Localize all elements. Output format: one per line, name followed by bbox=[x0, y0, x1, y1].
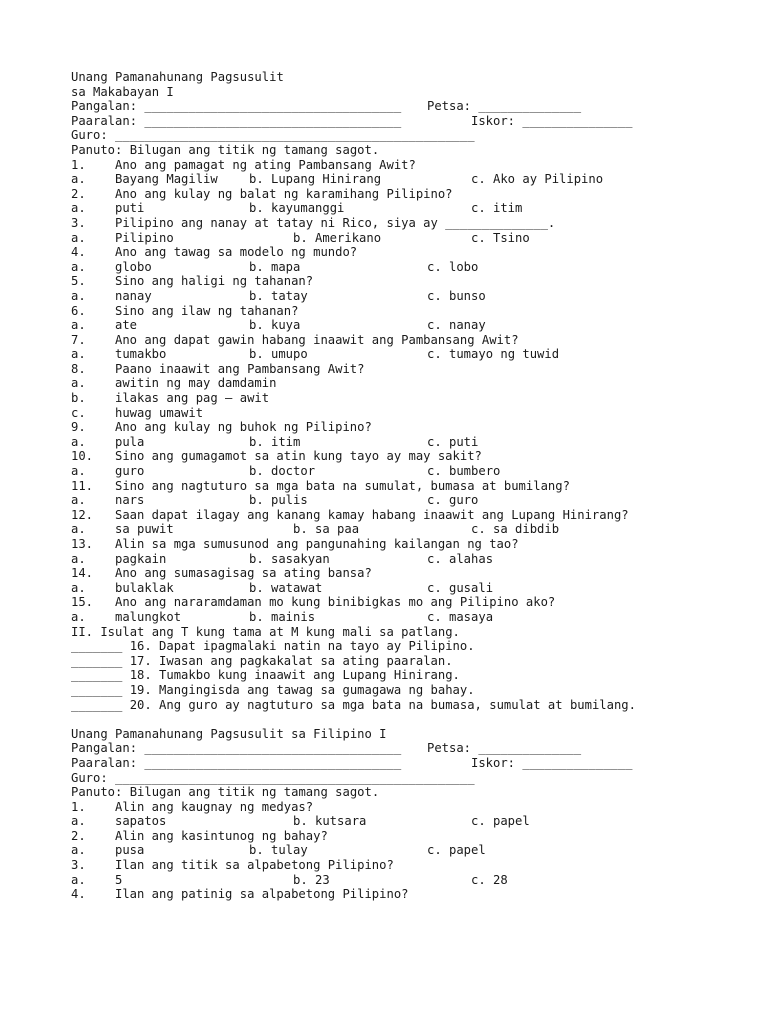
date-field: Petsa: ______________ bbox=[427, 741, 582, 756]
teacher-field: Guro: _________________________________________________ bbox=[71, 770, 475, 785]
test2-instructions: Panuto: Bilugan ang titik ng tamang sagot. bbox=[71, 785, 380, 800]
test1-teacher-row bbox=[71, 128, 731, 143]
question-9: 9. Ano ang kulay ng buhok ng Pilipino? bbox=[71, 420, 372, 435]
t2-question-2: 2. Alin ang kasintunog ng bahay? bbox=[71, 828, 328, 843]
school-field: Paaralan: ___________________________________ bbox=[71, 755, 402, 770]
choices-15: a. malungkot b. mainis c. masaya bbox=[71, 609, 494, 624]
choices-13: a. pagkain b. sasakyan c. alahas bbox=[71, 551, 494, 566]
test1-subtitle: sa Makabayan I bbox=[71, 84, 174, 99]
date-field: Petsa: ______________ bbox=[427, 99, 582, 114]
t2-question-1: 1. Alin ang kaugnay ng medyas? bbox=[71, 799, 314, 814]
choices-7: a. tumakbo b. umupo c. tumayo ng tuwid bbox=[71, 347, 560, 362]
score-field: Iskor: _______________ bbox=[471, 113, 633, 128]
question-5: 5. Sino ang haligi ng tahanan? bbox=[71, 274, 314, 289]
question-11: 11. Sino ang nagtuturo sa mga bata na sumulat, bumasa at bumilang? bbox=[71, 478, 570, 493]
t2-choices-1: a. sapatos b. kutsara c. papel bbox=[71, 814, 530, 829]
name-field: Pangalan: ___________________________________ bbox=[71, 99, 402, 114]
choices-12: a. sa puwit b. sa paa c. sa dibdib bbox=[71, 522, 560, 537]
choices-10: a. guro b. doctor c. bumbero bbox=[71, 464, 501, 479]
question-4: 4. Ano ang tawag sa modelo ng mundo? bbox=[71, 245, 358, 260]
choice-8b: b. ilakas ang pag – awit bbox=[71, 391, 270, 406]
choices-11: a. nars b. pulis c. guro bbox=[71, 493, 479, 508]
question-8: 8. Paano inaawit ang Pambansang Awit? bbox=[71, 361, 365, 376]
choices-1: a. Bayang Magiliw b. Lupang Hinirang c. Ako ay Pilipino bbox=[71, 172, 604, 187]
question-12: 12. Saan dapat ilagay ang kanang kamay habang inaawit ang Lupang Hinirang? bbox=[71, 507, 629, 522]
t2-choices-3: a. 5 b. 23 c. 28 bbox=[71, 872, 508, 887]
name-field: Pangalan: ___________________________________ bbox=[71, 741, 402, 756]
question-13: 13. Alin sa mga sumusunod ang pangunahing kailangan ng tao? bbox=[71, 537, 519, 551]
test1-title: Unang Pamanahunang Pagsusulit bbox=[71, 70, 284, 84]
part2-instructions: II. Isulat ang T kung tama at M kung mali sa patlang. bbox=[71, 624, 460, 639]
question-7: 7. Ano ang dapat gawin habang inaawit ang Pambansang Awit? bbox=[71, 332, 519, 347]
t2-choices-2: a. pusa b. tulay c. papel bbox=[71, 843, 486, 858]
question-14: 14. Ano ang sumasagisag sa ating bansa? bbox=[71, 566, 372, 581]
test1-school-row bbox=[71, 114, 731, 129]
teacher-field: Guro: _________________________________________________ bbox=[71, 128, 475, 143]
question-6: 6. Sino ang ilaw ng tahanan? bbox=[71, 303, 299, 318]
choice-8a: a. awitin ng may damdamin bbox=[71, 376, 277, 391]
school-field: Paaralan: ___________________________________ bbox=[71, 113, 402, 128]
choices-9: a. pula b. itim c. puti bbox=[71, 434, 479, 449]
question-10: 10. Sino ang gumagamot sa atin kung tayo ay may sakit? bbox=[71, 449, 482, 464]
choices-3: a. Pilipino b. Amerikano c. Tsino bbox=[71, 230, 530, 245]
test2-title: Unang Pamanahunang Pagsusulit sa Filipino I bbox=[71, 726, 387, 741]
score-field: Iskor: _______________ bbox=[471, 755, 633, 770]
question-15: 15. Ano ang nararamdaman mo kung binibigkas mo ang Pilipino ako? bbox=[71, 595, 556, 610]
question-3: 3. Pilipino ang nanay at tatay ni Rico, siya ay ______________. bbox=[71, 215, 556, 230]
tf-item-19: _______ 19. Mangingisda ang tawag sa gumagawa ng bahay. bbox=[71, 682, 475, 697]
t2-question-4: 4. Ilan ang patinig sa alpabetong Pilipino? bbox=[71, 887, 409, 902]
choices-14: a. bulaklak b. watawat c. gusali bbox=[71, 580, 494, 595]
test1-instructions: Panuto: Bilugan ang titik ng tamang sagot. bbox=[71, 142, 380, 157]
choices-2: a. puti b. kayumanggi c. itim bbox=[71, 201, 523, 216]
choices-4: a. globo b. mapa c. lobo bbox=[71, 259, 479, 274]
question-1: 1. Ano ang pamagat ng ating Pambansang Awit? bbox=[71, 157, 416, 172]
tf-item-18: _______ 18. Tumakbo kung inaawit ang Lupang Hinirang. bbox=[71, 668, 460, 683]
choice-8c: c. huwag umawit bbox=[71, 405, 204, 420]
tf-item-16: _______ 16. Dapat ipagmalaki natin na tayo ay Pilipino. bbox=[71, 639, 475, 654]
test2-teacher-row bbox=[71, 771, 731, 786]
test2-school-row bbox=[71, 756, 731, 771]
question-2: 2. Ano ang kulay ng balat ng karamihang Pilipino? bbox=[71, 186, 453, 201]
test2-name-row bbox=[71, 741, 731, 756]
choices-6: a. ate b. kuya c. nanay bbox=[71, 318, 486, 333]
quiz-document bbox=[71, 70, 731, 902]
t2-question-3: 3. Ilan ang titik sa alpabetong Pilipino? bbox=[71, 858, 394, 873]
tf-item-17: _______ 17. Iwasan ang pagkakalat sa ating paaralan. bbox=[71, 653, 453, 668]
choices-5: a. nanay b. tatay c. bunso bbox=[71, 288, 486, 303]
tf-item-20: _______ 20. Ang guro ay nagtuturo sa mga bata na bumasa, sumulat at bumilang. bbox=[71, 697, 636, 712]
test1-name-row bbox=[71, 99, 731, 114]
